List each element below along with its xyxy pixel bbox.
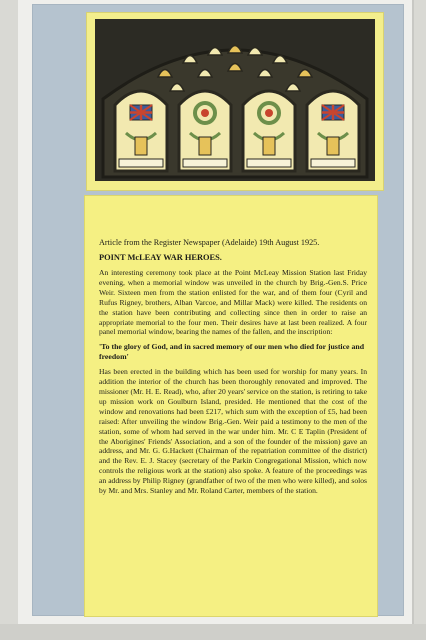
article-paragraph-2: Has been erected in the building which has been used for worship for many years. In addition the interior of the church has been thoroughly renovated and improved. The missioner (Mr. H. E. Read), who, after 20 years' service on the station, is retiring to take up mission work on Goulburn Island, presided. He mentioned that the cost of the window and renovations had been £217, which sum with the exception of £5, had been raised: After unveiling the window Brig.-Gen. Weir paid a testimony to the men of the station, some of whom had served in the war under him. Mr. C E Taplin (President of the Aborigines' Friends' Association, and a son of the founder of the mission) gave an address, and Mr. G. G.Hackett (Chairman of the repatriation committee of the district) and the Rev. E. J. Stacey (secretary of the Parkin Congregational Mission, which now controls the religious work at the station) also spoke. A feature of the proceedings was an address by Philip Rigney (grandfather of two of the men who were killed), and solos by Mr. and Mrs. Stanley and Mr. Roland Carter, members of the station. bbox=[99, 367, 367, 496]
wreath-centre bbox=[265, 109, 273, 117]
name-banner bbox=[119, 159, 163, 167]
lancet-panel bbox=[307, 91, 359, 171]
shield-emblem bbox=[327, 137, 339, 155]
article-source: Article from the Register Newspaper (Adelaide) 19th August 1925. bbox=[99, 238, 320, 247]
stained-glass-window-photo bbox=[95, 19, 375, 181]
article-card bbox=[85, 196, 377, 616]
shield-emblem bbox=[135, 137, 147, 155]
stained-glass-window bbox=[95, 19, 375, 181]
article-paragraph-1: An interesting ceremony took place at the Point McLeay Mission Station last Friday evening, when a memorial window was unveiled in the church by Brig.-Gen.S. Price Weir. Sixteen men from the station enlisted for the war, and of them four (Cyril and Rufus Rigney, brothers, Alban Varcoe, and Millar Mack) were killed. The residents on the station have been contributing and collecting since then in order to raise an appropriate memorial to the four men. Their desires have at last been realized. A four panel memorial window, bearing the names of the fallen, and the inscription: bbox=[99, 268, 367, 337]
name-banner bbox=[183, 159, 227, 167]
lancet-panel bbox=[179, 91, 231, 171]
lancet-panel bbox=[115, 91, 167, 171]
name-banner bbox=[311, 159, 355, 167]
article-headline: POINT McLEAY WAR HEROES. bbox=[99, 253, 222, 262]
article-inscription-quote: 'To the glory of God, and in sacred memory of our men who died for justice and freedom' bbox=[99, 342, 365, 362]
frame-bottom-edge bbox=[0, 624, 426, 640]
lancet-panel bbox=[243, 91, 295, 171]
shield-emblem bbox=[199, 137, 211, 155]
shield-emblem bbox=[263, 137, 275, 155]
wreath-centre bbox=[201, 109, 209, 117]
photo-mount bbox=[87, 13, 383, 190]
name-banner bbox=[247, 159, 291, 167]
